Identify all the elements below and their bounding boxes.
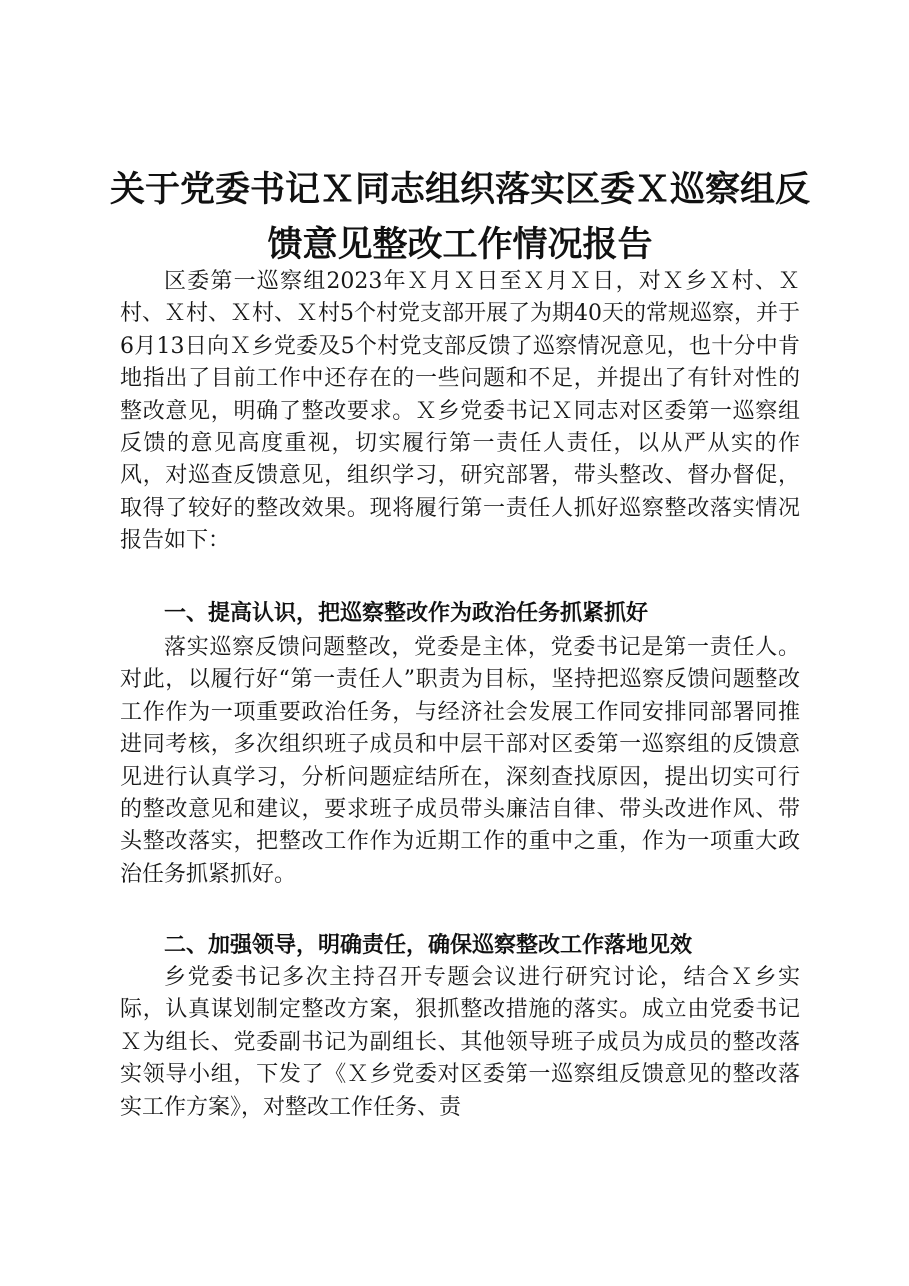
paragraph-section-2: 乡党委书记多次主持召开专题会议进行研究讨论，结合Ｘ乡实际，认真谋划制定整改方案，狠抓整改措施的落实。成立由党委书记Ｘ为组长、党委副书记为副组长、其他领导班子成员为成员的整改落实领导小组，下发了《Ｘ乡党委对区委第一巡察组反馈意见的整改落实工作方案》，对整改工作任务、责	[120, 965, 800, 1120]
paragraph-section-1: 落实巡察反馈问题整改，党委是主体，党委书记是第一责任人。对此，以履行好“第一责任人”职责为目标，坚持把巡察反馈问题整改工作作为一项重要政治任务，与经济社会发展工作同安排同部署同推进同考核，多次组织班子成员和中层干部对区委第一巡察组的反馈意见进行认真学习，分析问题症结所在，深刻查找原因，提出切实可行的整改意见和建议，要求班子成员带头廉洁自律、带头改进作风、带头整改落实，把整改工作作为近期工作的重中之重，作为一项重大政治任务抓紧抓好。	[120, 635, 800, 887]
section-heading-1: 一、提高认识，把巡察整改作为政治任务抓紧抓好	[164, 601, 649, 626]
document-title-line-2: 馈意见整改工作情况报告	[267, 225, 653, 265]
document-title-line-1: 关于党委书记Ｘ同志组织落实区委Ｘ巡察组反	[109, 170, 810, 210]
section-heading-2: 二、加强领导，明确责任，确保巡察整改工作落地见效	[164, 933, 693, 958]
paragraph-intro: 区委第一巡察组2023年Ｘ月Ｘ日至Ｘ月Ｘ日，对Ｘ乡Ｘ村、Ｘ村、Ｘ村、Ｘ村、Ｘ村5个村党支部开展了为期40天的常规巡察，并于6月13日向Ｘ乡党委及5个村党支部反馈了巡察情况意见，也十分中肯地指出了目前工作中还存在的一些问题和不足，并提出了有针对性的整改意见，明确了整改要求。Ｘ乡党委书记Ｘ同志对区委第一巡察组反馈的意见高度重视，切实履行第一责任人责任，以从严从实的作风，对巡查反馈意见，组织学习，研究部署，带头整改、督办督促，取得了较好的整改效果。现将履行第一责任人抓好巡察整改落实情况报告如下：	[120, 269, 800, 554]
